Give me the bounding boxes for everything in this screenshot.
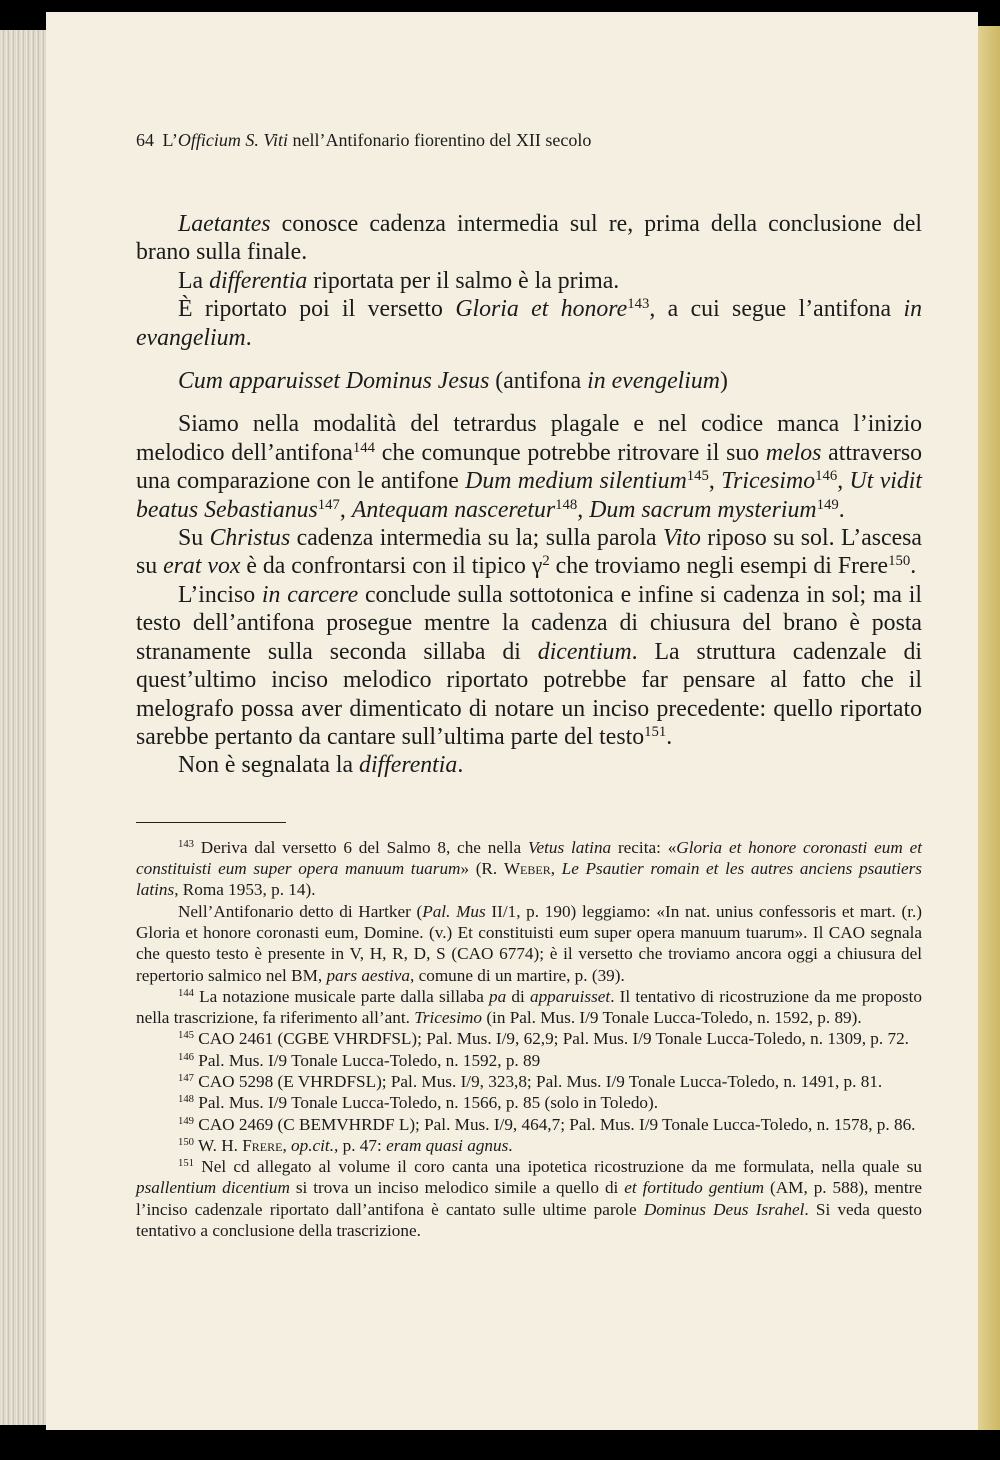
title-italic: Officium S. Viti: [177, 130, 288, 150]
text: La: [178, 267, 210, 294]
footnote-143-continued: [136, 901, 922, 986]
italic-text: Gloria et honore: [455, 296, 628, 323]
author-name: Weber: [503, 859, 551, 879]
italic-text: Dum medium silentium: [465, 468, 687, 495]
italic-text: differentia: [359, 752, 458, 779]
italic-text: Cum apparuisset Dominus Jesus: [178, 368, 490, 395]
italic-text: Dum sacrum mysterium: [589, 496, 817, 523]
italic-text: psallentium dicentium: [136, 1178, 290, 1198]
footnote-ref[interactable]: 144: [352, 439, 376, 456]
footnote-148: [136, 1092, 922, 1113]
text: II/1, p. 190) leggiamo: «In nat. unius confessoris et mart. (r.) Gloria et honore coronasti eum, Domine. (v.) Et constituisti eum super opera manuum tuarum». Il CAO segnala che questo testo è presente in V, H, R, D, S (CAO 6774); è il versetto che troviamo ancora oggi a chiusura del repertorio salmico nel BM,: [136, 901, 923, 985]
footnote-number: 146: [178, 1051, 194, 1063]
italic-text: Pal. Mus: [422, 901, 486, 921]
footnote-number: 151: [178, 1158, 194, 1170]
text: ,: [708, 468, 722, 495]
text: CAO 2461 (CGBE VHRDFSL); Pal. Mus. I/9, 62,9; Pal. Mus. I/9 Tonale Lucca-Toledo, n. 1309, p. 72.: [193, 1029, 909, 1049]
footnote-ref[interactable]: 145: [686, 468, 709, 485]
text: ): [719, 368, 728, 395]
text: .: [508, 1135, 513, 1155]
italic-text: Dominus Deus Israhel: [643, 1199, 805, 1219]
text: riposo su sol. L’ascesa su: [136, 525, 922, 580]
italic-text: pars aestiva: [326, 965, 410, 985]
italic-text: Tricesimo: [721, 468, 816, 495]
paragraph-2: [136, 267, 922, 295]
text: . Si veda questo tentativo a conclusione della trascrizione.: [136, 1199, 923, 1241]
footnote-146: [136, 1050, 922, 1071]
paragraph-8: [136, 751, 922, 779]
main-text: [136, 210, 922, 780]
italic-text: differentia: [209, 267, 308, 294]
text: ,: [837, 468, 850, 495]
italic-text: Ut vidit beatus Sebastianus: [136, 468, 923, 523]
text: .: [910, 553, 917, 580]
text: Pal. Mus. I/9 Tonale Lucca-Toledo, n. 1592, p. 89: [193, 1050, 541, 1070]
text: ,: [282, 1135, 292, 1155]
footnote-150: [136, 1135, 922, 1156]
text: Siamo nella modalità del tetrardus plagale e nel codice manca l’inizio melodico dell’antifona: [136, 411, 922, 466]
text: Pal. Mus. I/9 Tonale Lucca-Toledo, n. 1566, p. 85 (solo in Toledo).: [193, 1093, 659, 1113]
section-heading: [136, 367, 922, 395]
text: Nel cd allegato al volume il coro canta una ipotetica ricostruzione da me formulata, nella quale su: [193, 1157, 922, 1177]
superscript: 2: [542, 553, 550, 570]
text: .: [457, 752, 464, 779]
text: si trova un inciso melodico simile a quello di: [289, 1178, 625, 1198]
italic-text: Antequam nasceretur: [351, 496, 556, 523]
text: è da confrontarsi con il tipico γ: [240, 553, 543, 580]
italic-text: erat vox: [163, 553, 241, 580]
text: . Il tentativo di ricostruzione da me proposto nella trascrizione, fa riferimento all’ant.: [136, 986, 922, 1028]
footnote-145: [136, 1028, 922, 1049]
footnote-ref[interactable]: 146: [815, 468, 838, 485]
footnote-ref[interactable]: 149: [816, 496, 839, 513]
italic-text: dicentium: [537, 638, 632, 665]
text: Deriva dal versetto 6 del Salmo 8, che nella: [193, 837, 528, 857]
text: che comunque potrebbe ritrovare il suo: [375, 439, 766, 466]
footnote-ref[interactable]: 148: [555, 496, 578, 513]
italic-text: pa: [489, 986, 507, 1006]
italic-text: Gloria et honore coronasti eum et constituisti eum super opera manuum tuarum: [136, 837, 922, 879]
footnote-149: [136, 1114, 922, 1135]
text: , a cui segue l’antifona: [649, 296, 904, 323]
running-head: [136, 128, 922, 152]
text: recita: «: [611, 837, 677, 857]
italic-text: in evengelium: [587, 368, 720, 395]
text: (in Pal. Mus. I/9 Tonale Lucca-Toledo, n. 1592, p. 89).: [482, 1008, 862, 1028]
text: Non è segnalata la: [178, 752, 360, 779]
footnote-number: 147: [178, 1073, 194, 1085]
text: Nell’Antifonario detto di Hartker (: [178, 901, 423, 921]
text: .: [245, 324, 252, 351]
footnote-ref[interactable]: 143: [627, 296, 650, 313]
italic-text: et fortitudo gentium: [624, 1178, 765, 1198]
footnote-number: 145: [178, 1030, 194, 1042]
paragraph-3: [136, 295, 922, 352]
text: CAO 5298 (E VHRDFSL); Pal. Mus. I/9, 323,8; Pal. Mus. I/9 Tonale Lucca-Toledo, n. 1491, p. 81.: [193, 1071, 883, 1091]
footnote-ref[interactable]: 151: [644, 723, 667, 740]
italic-text: Le Psautier romain et les autres anciens psautiers latins: [136, 859, 922, 900]
italic-text: melos: [765, 439, 822, 466]
italic-text: op.cit.: [291, 1135, 335, 1155]
footnote-151: [136, 1156, 922, 1241]
italic-text: in evangelium: [136, 296, 923, 351]
text: , p. 47:: [334, 1135, 387, 1155]
footnote-ref[interactable]: 150: [888, 553, 911, 570]
text: ,: [577, 496, 590, 523]
text: conclude sulla sottotonica e infine si cadenza in sol; ma il testo dell’antifona prosegue mentre la cadenza di chiusura del brano è posta stranamente sulla seconda sillaba di: [136, 581, 922, 665]
italic-text: Laetantes: [178, 211, 271, 237]
text: .: [666, 723, 673, 750]
footnote-144: [136, 986, 922, 1029]
text: attraverso una comparazione con le antifone: [136, 439, 922, 495]
page-content: [136, 128, 922, 1241]
footnote-number: 148: [178, 1094, 194, 1106]
text: » (R.: [460, 859, 504, 879]
text: conosce cadenza intermedia sul re, prima della conclusione del brano sulla finale.: [136, 211, 922, 266]
paragraph-5: [136, 410, 922, 524]
footnote-number: 149: [178, 1115, 194, 1127]
italic-text: eram quasi agnus: [386, 1135, 509, 1155]
footnote-143: [136, 837, 922, 901]
text: Su: [178, 525, 210, 552]
footnote-ref[interactable]: 147: [317, 496, 340, 513]
text: L’inciso: [178, 581, 262, 608]
paragraph-6: [136, 524, 922, 581]
text: .: [838, 496, 845, 523]
title-rest: nell’Antifonario fiorentino del XII secolo: [288, 130, 592, 150]
text: (AM, p. 588), mentre l’inciso cadenzale riportato dall’antifona è cantato sulle ultime parole: [136, 1178, 922, 1219]
text: (antifona: [489, 368, 588, 395]
text: È riportato poi il versetto: [178, 296, 456, 323]
italic-text: Vetus latina: [527, 837, 612, 857]
text: che troviamo negli esempi di Frere: [549, 553, 889, 580]
paragraph-7: [136, 581, 922, 751]
page-stack-edge: [0, 30, 52, 1425]
text: La notazione musicale parte dalla sillaba: [193, 986, 490, 1006]
footnote-number: 144: [178, 987, 194, 999]
title-prefix: L’: [162, 130, 178, 150]
footnotes: [136, 837, 922, 1242]
footnote-divider: [136, 822, 286, 823]
italic-text: Tricesimo: [414, 1008, 483, 1028]
footnote-number: 150: [178, 1137, 194, 1149]
paragraph-1: [136, 210, 922, 267]
text: W. H.: [193, 1135, 243, 1155]
text: . La struttura cadenzale di quest’ultimo inciso melodico riportato potrebbe far pensare al fatto che il melografo possa aver dimenticato di notare un inciso precedente: quello riportato sarebbe pertanto da cantare sull’ultima parte del testo: [136, 638, 922, 750]
italic-text: Vito: [662, 525, 701, 552]
italic-text: in carcere: [261, 581, 359, 608]
footnote-147: [136, 1071, 922, 1092]
footnote-number: 143: [178, 838, 194, 850]
text: , Roma 1953, p. 14).: [174, 880, 316, 900]
italic-text: apparuisset: [529, 986, 611, 1006]
italic-text: Christus: [209, 525, 291, 552]
text: di: [506, 986, 530, 1006]
text: cadenza intermedia su la; sulla parola: [290, 525, 663, 552]
author-name: Frere: [242, 1135, 283, 1155]
text: ,: [550, 859, 562, 879]
page-number: 64: [136, 130, 154, 150]
text: riportata per il salmo è la prima.: [307, 267, 620, 294]
text: , comune di un martire, p. (39).: [410, 965, 625, 985]
text: ,: [339, 496, 352, 523]
text: CAO 2469 (C BEMVHRDF L); Pal. Mus. I/9, 464,7; Pal. Mus. I/9 Tonale Lucca-Toledo, n. 1578, p. 86.: [193, 1114, 916, 1134]
